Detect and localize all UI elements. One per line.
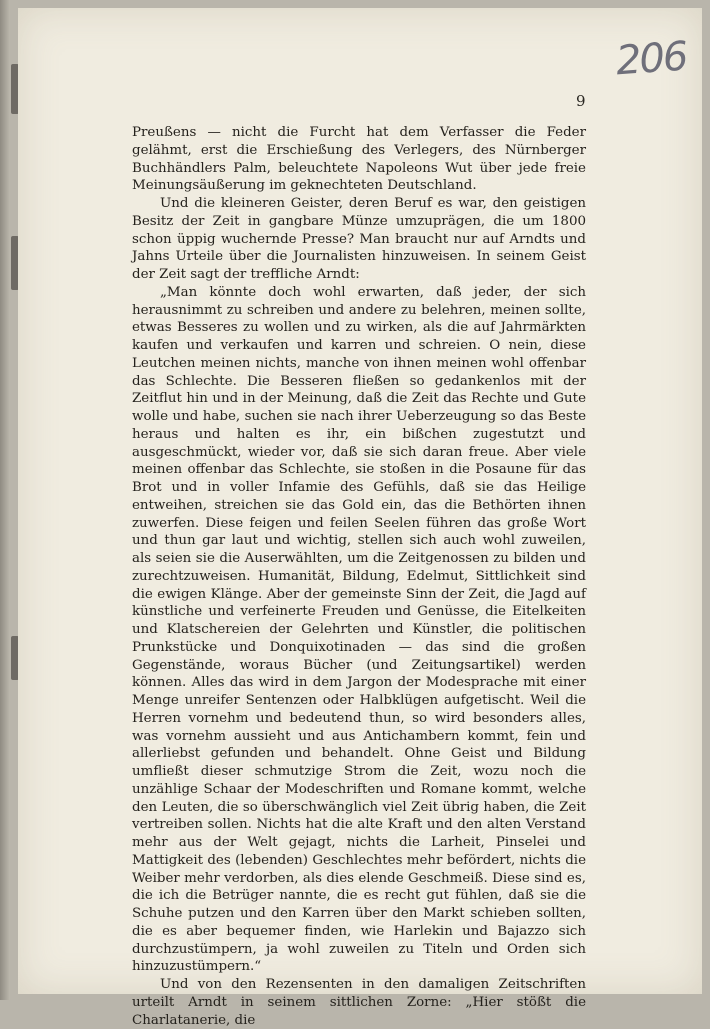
body-text	[132, 124, 586, 1029]
handwritten-annotation: 206	[614, 33, 688, 85]
paragraph: Und die kleineren Geister, deren Beruf es war, den geistigen Besitz der Zeit in gangbare Münze umzuprägen, die um 1800 schon üppig wuchernde Presse? Man braucht nur auf Arndts und Jahns Urteile über die Journalisten hinzuweisen. In seinem Geist der Zeit sagt der treffliche Arndt:	[132, 196, 586, 282]
quotation-paragraph: „Man könnte doch wohl erwarten, daß jeder, der sich herausnimmt zu schreiben und andere zu belehren, meinen sollte, etwas Besseres zu wollen und zu wirken, als die auf Jahrmärkten kaufen und verkaufen und karren und schreien. O nein, diese Leutchen meinen nichts, manche von ihnen meinen wohl offenbar das Schlechte. Die Besseren fließen so gedankenlos mit der Zeitflut hin und in der Meinung, daß die Zeit das Rechte und Gute wolle und habe, suchen sie nach ihrer Ueberzeugung so das Beste heraus und halten es ihr, ein bißchen zugestutzt und ausgeschmückt, wieder vor, daß sie sich daran freue. Aber viele meinen offenbar das Schlechte, sie stoßen in die Posaune für das Brot und in voller Infamie des Gefühls, daß sie das Heilige entweihen, streichen sie das Gold ein, das die Bethörten ihnen zuwerfen. Diese feigen und feilen Seelen führen das große Wort und thun gar laut und wichtig, stellen sich auch wohl zuweilen, als seien sie die Auserwählten, um die Zeitgenossen zu bilden und zurechtzuweisen. Humanität, Bildung, Edelmut, Sittlichkeit sind die ewigen Klänge. Aber der gemeinste Sinn der Zeit, die Jagd auf künstliche und verfeinerte Freuden und Genüsse, die Eitelkeiten und Klatschereien der Gelehrten und Künstler, die politischen Prunkstücke und Donquixotinaden — das sind die großen Gegenstände, woraus Bücher (und Zeitungsartikel) werden können. Alles das wird in dem Jargon der Modesprache mit einer Menge unreifer Sentenzen oder Halbklügen aufgetischt. Weil die Herren vornehm und bedeutend thun, so wird besonders alles, was vornehm aussieht und aus Antichambern kommt, fein und allerliebst gefunden und behandelt. Ohne Geist und Bildung umfließt dieser schmutzige Strom die Zeit, wozu noch die unzählige Schaar der Modeschriften und Romane kommt, welche den Leuten, die so überschwänglich viel Zeit übrig haben, die Zeit vertreiben sollen. Nichts hat die alte Kraft und den alten Verstand mehr aus der Welt gejagt, nichts die Larheit, Pinselei und Mattigkeit des (lebenden) Geschlechtes mehr befördert, nichts die Weiber mehr verdorben, als dies elende Geschmeiß. Diese sind es, die ich die Betrüger nannte, die es recht gut fühlen, daß sie die Schuhe putzen und den Karren über den Markt schieben sollten, die es aber bequemer finden, wie Harlekin und Bajazzo sich durchzustümpern, ja wohl zuweilen zu Titeln und Orden sich hinzuzustümpern.“	[132, 284, 586, 975]
scan-edge	[0, 0, 10, 1000]
document-page	[18, 8, 702, 1028]
paragraph: Und von den Rezensenten in den damaligen Zeitschriften urteilt Arndt in seinem sittlichen Zorne: „Hier stößt die Charlatanerie, die	[132, 977, 586, 1028]
paragraph: Preußens — nicht die Furcht hat dem Verfasser die Feder gelähmt, erst die Erschießung des Verlegers, des Nürnberger Buchhändlers Palm, beleuchtete Napoleons Wut über jede freie Meinungsäußerung im geknechteten Deutschland.	[132, 125, 586, 194]
page-number: 9	[576, 92, 586, 110]
